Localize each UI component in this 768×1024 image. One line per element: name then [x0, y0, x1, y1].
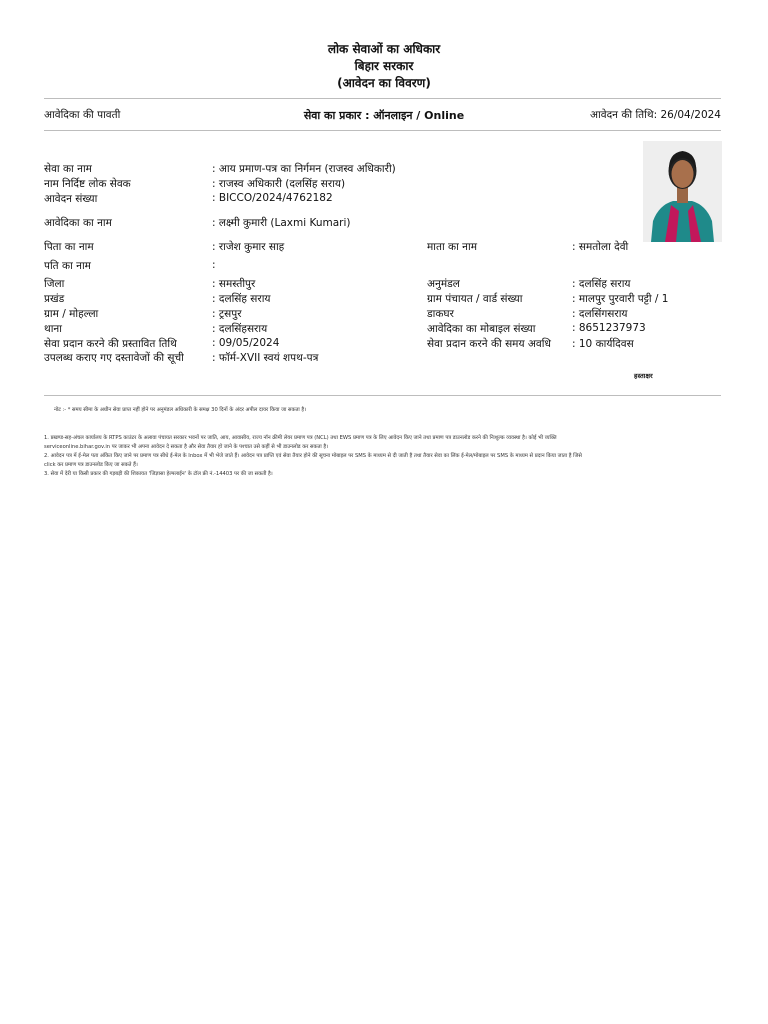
footnote-1-line-1: 1. प्रखण्ड-सह-अंचल कार्यालय के RTPS काउंटर के अलावा पंचायत सरकार भवनों पर जाति, आय, आवासीय, राज्य नॉन क्रीमी लेयर प्रमाण पत्र (NCL) तथा EWS प्रमाण पत्र के लिए आवेदन किए जाने तथा प्रमाण पत्र डाउनलोड करने की निःशुल्क व्यवस्था है। कोई भी व्यक्ति	[44, 435, 557, 441]
documents-value: : फॉर्म-XVII स्वयं शपथ-पत्र	[212, 352, 319, 364]
appeal-note: नोट :- * समय सीमा के अधीन सेवा प्राप्त नहीं होने पर अनुमंडल अधिकारी के समक्ष 30 दिनों के अंदर अपील दायर किया जा सकता है।	[54, 407, 307, 413]
block-label: प्रखंड	[44, 293, 65, 305]
top-divider	[44, 98, 721, 99]
gram-panchayat-value: : मालपुर पुरवारी पट्टी / 1	[572, 293, 669, 305]
footnote-3: 3. सेवा में देरी या किसी प्रकार की गड़बड़ी की शिकायत 'जिज्ञासा हेल्पलाईन' के टॉल फ्री नं.-14403 पर की जा सकती है।	[44, 471, 273, 477]
village-label: ग्राम / मोहल्ला	[44, 308, 99, 320]
service-type: सेवा का प्रकार : ऑनलाइन / Online	[303, 109, 465, 122]
husband-name-value: :	[212, 259, 216, 271]
proposed-date-value: : 09/05/2024	[212, 337, 280, 349]
mother-name-label: माता का नाम	[427, 241, 477, 253]
application-number-value: : BICCO/2024/4762182	[212, 192, 333, 204]
applicant-name-value: : लक्ष्मी कुमारी (Laxmi Kumari)	[212, 217, 351, 229]
father-name-value: : राजेश कुमार साह	[212, 241, 285, 253]
subdivision-label: अनुमंडल	[427, 278, 460, 290]
subdivision-value: : दलसिंह सराय	[572, 278, 631, 290]
service-name-value: : आय प्रमाण-पत्र का निर्गमन (राजस्व अधिकारी)	[212, 163, 396, 175]
proposed-date-label: सेवा प्रदान करने की प्रस्तावित तिथि	[44, 338, 177, 350]
post-office-label: डाकघर	[427, 308, 454, 320]
mobile-value: : 8651237973	[572, 322, 646, 334]
footnote-2-line-2: click कर प्रमाण पत्र डाउनलोड किए जा सकते हैं।	[44, 462, 138, 468]
header-government: बिहार सरकार	[354, 59, 414, 73]
applicant-photo	[643, 141, 722, 242]
footnote-1-line-2: serviceonline.bihar.gov.in पर जाकर भी अपना आवेदन दे सकता है और सेवा तैयार हो जाने के पश्चात उसे कहीं से भी डाउनलोड कर सकता है।	[44, 444, 329, 450]
public-servant-label: नाम निर्दिष्ट लोक सेवक	[44, 178, 131, 190]
service-duration-value: : 10 कार्यदिवस	[572, 338, 634, 350]
husband-name-label: पति का नाम	[44, 260, 91, 272]
signature-label: हस्ताक्षर	[634, 372, 653, 380]
note-divider	[44, 395, 721, 396]
applicant-name-label: आवेदिका का नाम	[44, 217, 112, 229]
mother-name-value: : समतोला देवी	[572, 241, 629, 253]
district-label: जिला	[44, 278, 65, 290]
topbar-divider	[44, 130, 721, 131]
service-duration-label: सेवा प्रदान करने की समय अवधि	[427, 338, 551, 350]
father-name-label: पिता का नाम	[44, 241, 94, 253]
post-office-value: : दलसिंगसराय	[572, 308, 628, 320]
district-value: : समस्तीपुर	[212, 278, 256, 290]
footnote-2-line-1: 2. आवेदन पत्र में ई-मेल पता अंकित किए जाने पर प्रमाण पत्र सीधे ई-मेल के Inbox में भी भेजे जाते हैं। आवेदन पत्र प्राप्ति एवं सेवा तैयार होने की सूचना मोबाइल पर SMS के माध्यम से दी जाती है तथा तैयार सेवा का लिंक ई-मेल/मोबाइल पर SMS के माध्यम से प्रदान किया जाता है जिसे	[44, 453, 582, 459]
public-servant-value: : राजस्व अधिकारी (दलसिंह सराय)	[212, 178, 346, 190]
block-value: : दलसिंह सराय	[212, 293, 271, 305]
service-name-label: सेवा का नाम	[44, 163, 92, 175]
application-date: आवेदन की तिथि: 26/04/2024	[590, 109, 721, 121]
mobile-label: आवेदिका का मोबाइल संख्या	[427, 323, 536, 335]
village-value: : ट्रसपुर	[212, 308, 242, 320]
application-number-label: आवेदन संख्या	[44, 193, 98, 205]
header-subtitle: (आवेदन का विवरण)	[337, 76, 431, 90]
documents-label: उपलब्ध कराए गए दस्तावेजों की सूची	[44, 352, 184, 364]
gram-panchayat-label: ग्राम पंचायत / वार्ड संख्या	[427, 293, 523, 305]
header-title: लोक सेवाओं का अधिकार	[327, 42, 441, 56]
police-station-value: : दलसिंहसराय	[212, 323, 268, 335]
police-station-label: थाना	[44, 323, 62, 335]
receipt-label: आवेदिका की पावती	[44, 109, 121, 121]
